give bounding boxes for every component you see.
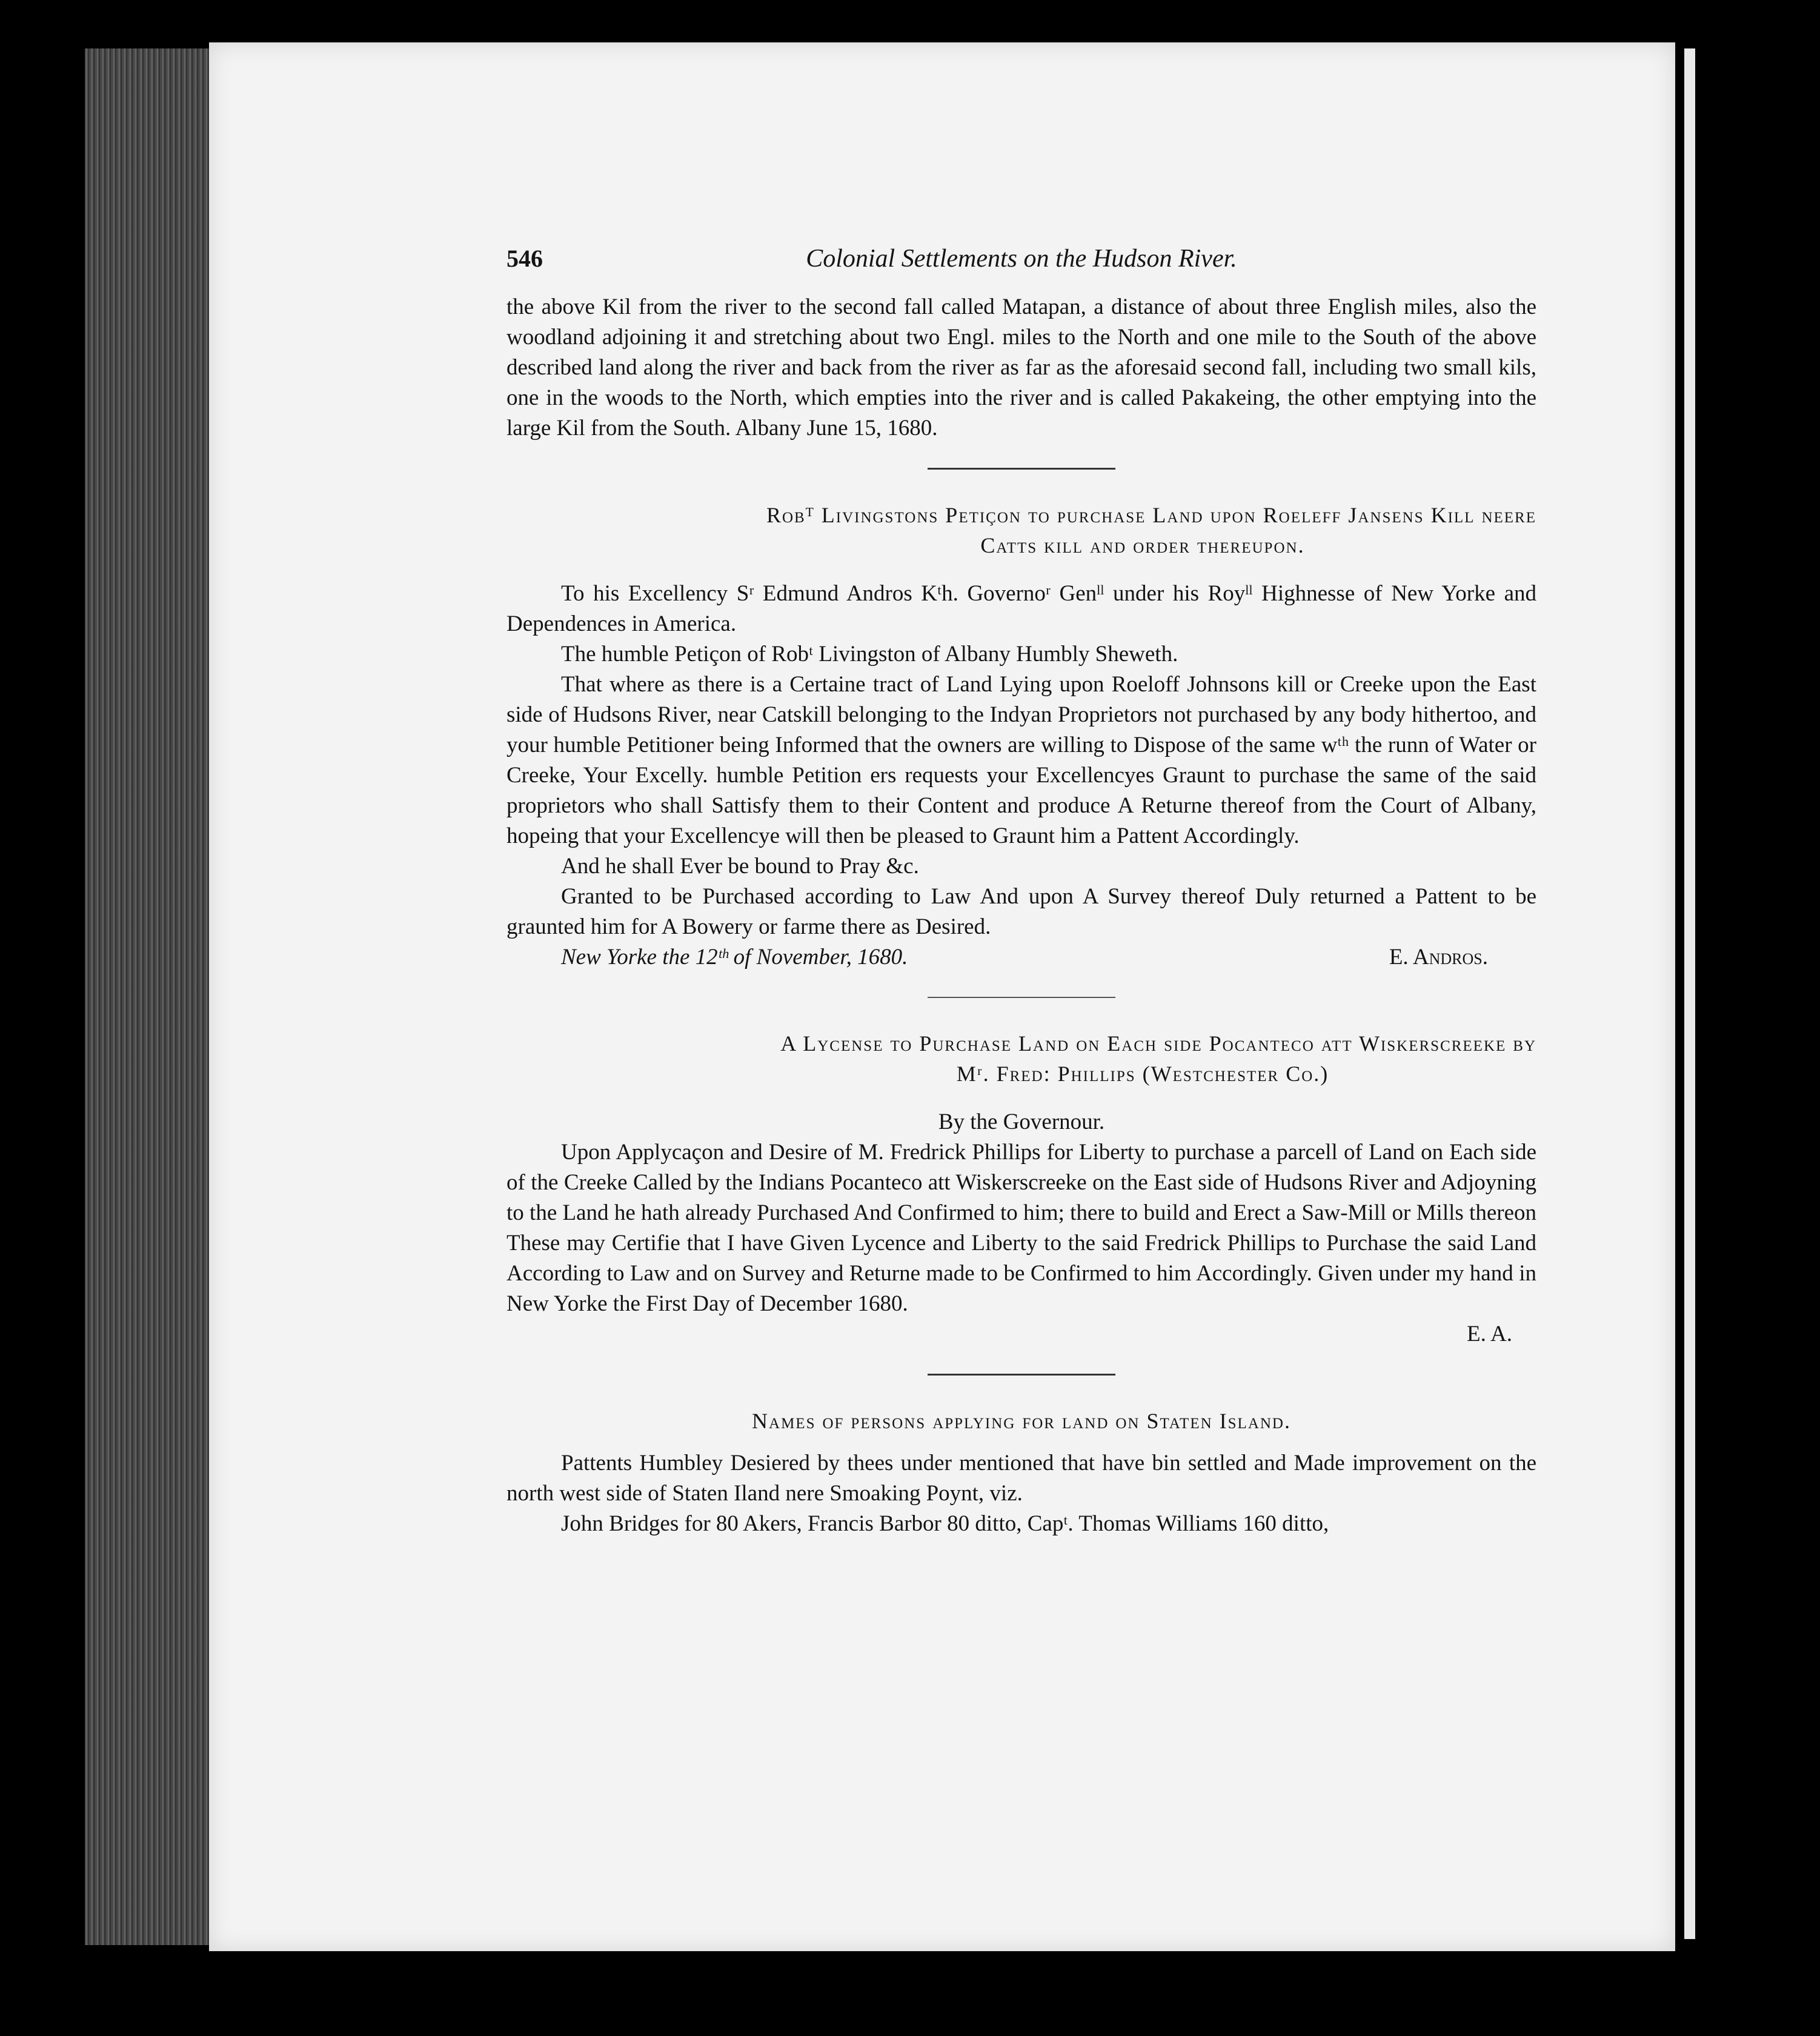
section3-by-governour: By the Governour. xyxy=(938,1109,1105,1134)
facing-page-edge xyxy=(1684,48,1695,1939)
section2-signature: E. Andros. xyxy=(1389,945,1488,970)
section2-para1: To his Excellency Sʳ Edmund Andros Kᵗh. Governoʳ Genˡˡ under his Royˡˡ Highnesse of New Yorke and Dependences in America. xyxy=(506,581,1536,636)
section3-heading xyxy=(506,1028,1536,1089)
section-divider xyxy=(928,468,1115,470)
running-title: Colonial Settlements on the Hudson River. xyxy=(806,245,1237,273)
section2-heading-line2: Catts kill and order thereupon. xyxy=(980,533,1305,557)
section2-signline xyxy=(506,942,1536,973)
section4-heading: Names of persons applying for land on Staten Island. xyxy=(752,1409,1291,1433)
section-divider xyxy=(928,1374,1115,1376)
page-number: 546 xyxy=(506,245,543,272)
running-head xyxy=(506,244,1536,280)
section2-heading xyxy=(506,500,1536,561)
section4-para1: Pattents Humbley Desiered by thees under mentioned that have bin settled and Made improvement on the north west side of Staten Iland nere Smoaking Poynt, viz. xyxy=(506,1451,1536,1506)
section2-date: New Yorke the 12ᵗʰ of November, 1680. xyxy=(561,945,908,970)
section2-para2: The humble Petiçon of Robᵗ Livingston of Albany Humbly Sheweth. xyxy=(561,642,1178,667)
section1-paragraph: the above Kil from the river to the second fall called Matapan, a distance of about three English miles, also the woodland adjoining it and stretching about two Engl. miles to the North and one mile to the South of the above described land along the river and back from the river as far as the aforesaid second fall, including two small kils, one in the woods to the North, which empties into the river and is called Pakakeing, the other emptying into the large Kil from the South. Albany June 15, 1680. xyxy=(506,294,1536,441)
section-divider xyxy=(928,997,1115,998)
section2-para5: Granted to be Purchased according to Law And upon A Survey thereof Duly returned a Pattent to be graunted him for A Bowery or farme there as Desired. xyxy=(506,884,1536,939)
section3-initials: E. A. xyxy=(1466,1322,1512,1346)
section3-heading-line1: A Lycense to Purchase Land on Each side Pocanteco att Wiskerscreeke by xyxy=(780,1031,1536,1056)
section3-para1: Upon Applycaçon and Desire of M. Fredrick Phillips for Liberty to purchase a parcell of Land on Each side of the Creeke Called by the Indians Pocanteco att Wiskerscreeke on the East side of Hudsons River and Adjoyning to the Land he hath already Purchased And Confirmed to him; there to build and Erect a Saw-Mill or Mills thereon These may Certifie that I have Given Lycence and Liberty to the said Fredrick Phillips to Purchase the said Land According to Law and on Survey and Returne made to be Confirmed to him Accordingly. Given under my hand in New Yorke the First Day of December 1680. xyxy=(506,1140,1536,1316)
section4-para2: John Bridges for 80 Akers, Francis Barbor 80 ditto, Capᵗ. Thomas Williams 160 ditto, xyxy=(561,1511,1329,1536)
section2-para4: And he shall Ever be bound to Pray &c. xyxy=(561,854,919,879)
section3-heading-line2: Mʳ. Fred: Phillips (Westchester Co.) xyxy=(956,1062,1329,1086)
section2-heading-line1: Robᵀ Livingstons Petiçon to purchase Land upon Roeleff Jansens Kill neere xyxy=(766,503,1536,527)
page-content xyxy=(506,244,1536,1539)
section2-para3: That where as there is a Certaine tract of Land Lying upon Roeloff Johnsons kill or Creeke upon the East side of Hudsons River, near Catskill belonging to the Indyan Proprietors not purchased by any body hithertoo, and your humble Petitioner being Informed that the owners are willing to Dispose of the same wᵗʰ the runn of Water or Creeke, Your Excelly. humble Petition ers requests your Excellencyes Graunt to purchase the same of the said proprietors who shall Sattisfy them to their Content and produce A Returne thereof from the Court of Albany, hopeing that your Excellencye will then be pleased to Graunt him a Pattent Accordingly. xyxy=(506,672,1536,848)
book-edge xyxy=(85,48,212,1945)
